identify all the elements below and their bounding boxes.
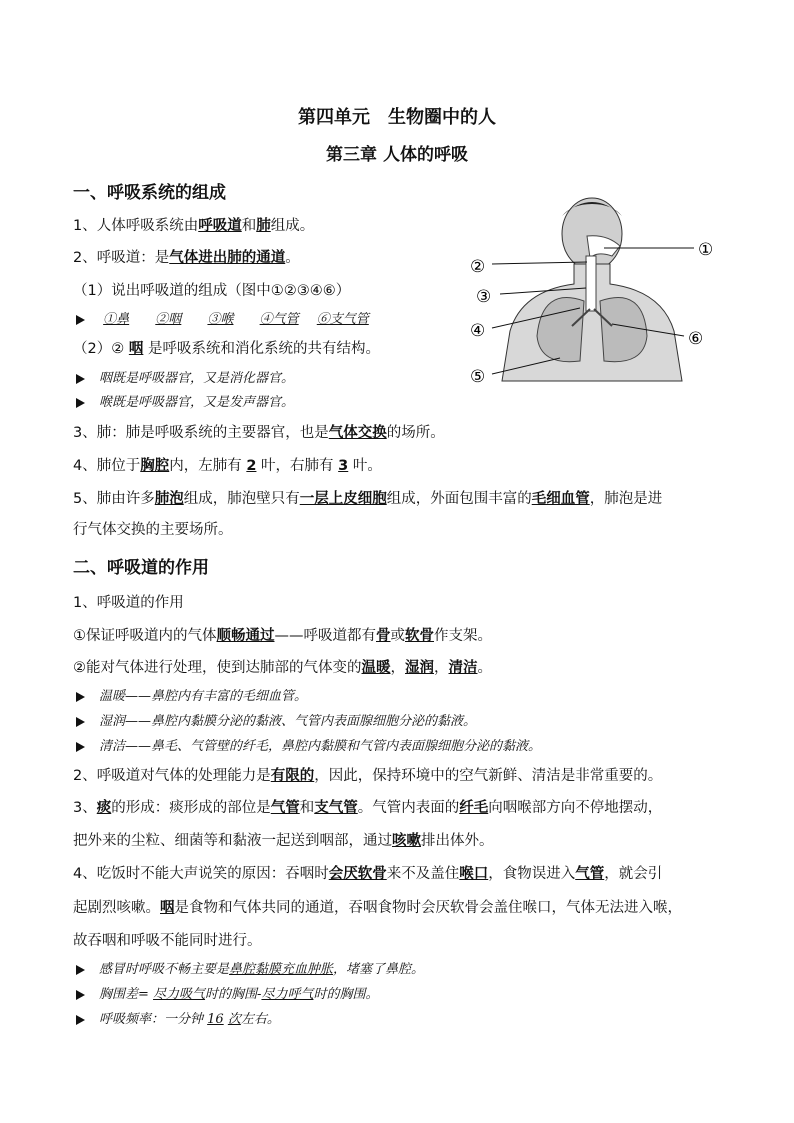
label-5: ⑤ xyxy=(470,367,486,386)
s2-bullet4: 感冒时呼吸不畅主要是鼻腔黏膜充血肿胀，堵塞了鼻腔。 xyxy=(76,958,424,977)
section1-heading: 一、呼吸系统的组成 xyxy=(73,183,226,203)
unit-title: 第四单元 生物圈中的人 xyxy=(298,107,496,128)
s2-p4: 2、呼吸道对气体的处理能力是有限的，因此，保持环境中的空气新鲜、清洁是非常重要的。 xyxy=(73,768,663,784)
s1-p7: 5、肺由许多肺泡组成，肺泡壁只有一层上皮细胞组成，外面包围丰富的毛细血管，肺泡是进 xyxy=(73,491,663,507)
s1-p5: 3、肺：肺是呼吸系统的主要器官，也是气体交换的场所。 xyxy=(73,425,445,441)
s2-p5-cont: 把外来的尘粒、细菌等和黏液一起送到咽部，通过咳嗽排出体外。 xyxy=(73,833,494,849)
s1-p4: （2）② 咽 是呼吸系统和消化系统的共有结构。 xyxy=(73,341,380,357)
respiratory-diagram xyxy=(462,196,722,386)
s2-p3: ②能对气体进行处理，使到达肺部的气体变的温暖，湿润，清洁。 xyxy=(73,660,492,676)
s2-p2: ①保证呼吸道内的气体顺畅通过——呼吸道都有骨或软骨作支架。 xyxy=(73,628,492,644)
chapter-title: 第三章 人体的呼吸 xyxy=(326,145,468,165)
s2-p6-cont: 起剧烈咳嗽。咽是食物和气体共同的通道，吞咽食物时会厌软骨会盖住喉口，气体无法进入喉， xyxy=(73,900,682,916)
s1-p7-cont: 行气体交换的主要场所。 xyxy=(73,522,233,538)
label-4: ④ xyxy=(470,321,486,341)
s2-p6: 4、吃饭时不能大声说笑的原因：吞咽时会厌软骨来不及盖住喉口，食物误进入气管，就会引 xyxy=(73,866,663,882)
label-2: ② xyxy=(470,257,486,277)
s2-p5: 3、痰的形成：痰形成的部位是气管和支气管。气管内表面的纤毛向咽喉部方向不停地摆动， xyxy=(73,800,663,816)
s1-bullet2: 喉既是呼吸器官，又是发声器官。 xyxy=(76,391,294,410)
s2-bullet5: 胸围差= 尽力吸气时的胸围-尽力呼气时的胸围。 xyxy=(76,983,378,1002)
s1-p3: （1）说出呼吸道的组成（图中①②③④⑥） xyxy=(73,283,351,299)
section2-heading: 二、呼吸道的作用 xyxy=(73,558,209,578)
label-3: ③ xyxy=(476,287,492,307)
s1-p1: 1、人体呼吸系统由呼吸道和肺组成。 xyxy=(73,218,315,234)
s2-bullet2: 湿润——鼻腔内黏膜分泌的黏液、气管内表面腺细胞分泌的黏液。 xyxy=(76,710,476,729)
organ-list: ①鼻 ②咽 ③喉 ④气管 ⑥支气管 xyxy=(76,308,369,327)
s1-bullet1: 咽既是呼吸器官，又是消化器官。 xyxy=(76,367,294,386)
label-1: ① xyxy=(698,240,714,260)
s1-p6: 4、肺位于胸腔内，左肺有 2 叶，右肺有 3 叶。 xyxy=(73,458,382,474)
s1-p2: 2、呼吸道：是气体进出肺的通道。 xyxy=(73,250,300,266)
s2-bullet6: 呼吸频率：一分钟 16 次左右。 xyxy=(76,1008,280,1027)
s2-bullet1: 温暖——鼻腔内有丰富的毛细血管。 xyxy=(76,685,307,704)
respiratory-illustration xyxy=(462,196,722,386)
s2-p6-cont2: 故吞咽和呼吸不能同时进行。 xyxy=(73,933,262,949)
s2-bullet3: 清洁——鼻毛、气管壁的纤毛，鼻腔内黏膜和气管内表面腺细胞分泌的黏液。 xyxy=(76,735,541,754)
label-6: ⑥ xyxy=(688,329,704,349)
s2-p1: 1、呼吸道的作用 xyxy=(73,595,184,611)
